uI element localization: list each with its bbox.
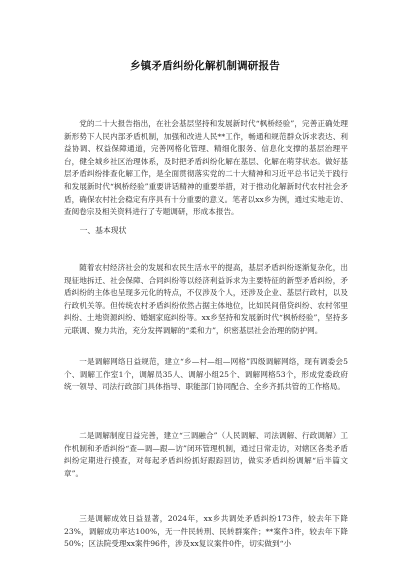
intro-paragraph: 党的二十大报告指出，在社会基层坚持和发展新时代“枫桥经验”，完善正确处理新形势下人民内部矛盾机制，加强和改进人民**工作，畅通和规范群众诉求表达、利益协调、权益保障通道，完善网格化管理、精细化服务、信息化支撑的基层治理平台，健全城乡社区治理体系，及时把矛盾纠纷化解在基层、化解在萌芽状态。做好基层矛盾纠纷排查化解工作，是全面贯彻落实党的二十大精神和习近平总书记关于践行和发展新时代“枫桥经验”重要讲话精神的重要举措，对于推动化解新时代农村社会矛盾，确保农村社会稳定有序具有十分重要的意义。笔者以xx乡为例，通过实地走访、查阅卷宗及相关资料进行了专题调研，形成本报告。: [64, 119, 348, 217]
body-paragraph: 三是调解成效日益显著，2024年，xx乡共调处矛盾纠纷173件，较去年下降23%，调解成功率达100%，无一件民转刑、民转群案件；**案件3件，较去年下降50%；区法院受理xx案件96件，涉及xx复议案件0件，切实做到“小: [64, 514, 348, 549]
body-paragraph: 一是调解网络日益规范，建立“乡—村—组—网格”四级调解网络，现有调委会5个、调解工作室1个，调解员35人、调解小组25个、调解网格53个，形成党委政府统一领导、司法行政部门具体指导、职能部门协同配合、全乡齐抓共管的工作格局。: [64, 357, 348, 392]
document-title: 乡镇矛盾纠纷化解机制调研报告: [130, 60, 280, 72]
body-paragraph: 随着农村经济社会的发展和农民生活水平的提高，基层矛盾纠纷逐渐复杂化，出现征地拆迁、社会保障、合同纠纷等以经济利益诉求为主要特征的新型矛盾纠纷，矛盾纠纷的主体也呈现多元化的特点，不仅涉及个人，还涉及企业、基层行政村，以及行政机关等。但传统农村矛盾纠纷依然占据主体地位，比如民间借贷纠纷、农村邻里纠纷、土地资源纠纷、婚姻家庭纠纷等。xx乡坚持和发展新时代“枫桥经验”，坚持多元联调、聚力共治，充分发挥调解的“柔和力”，织密基层社会治理的防护网。: [64, 263, 348, 335]
section-heading: 一、基本现状: [79, 226, 127, 235]
body-paragraph: 二是调解制度日益完善，建立“三调融合”（人民调解、司法调解、行政调解）工作机制和矛盾纠纷“查—调—跟—访”闭环管理机制，通过日常走访，对辖区各类矛盾纠纷定期进行摸查，对每起矛盾纠纷抓好跟踪回访，做实矛盾纠纷调解“后半篇文章”。: [64, 431, 348, 478]
